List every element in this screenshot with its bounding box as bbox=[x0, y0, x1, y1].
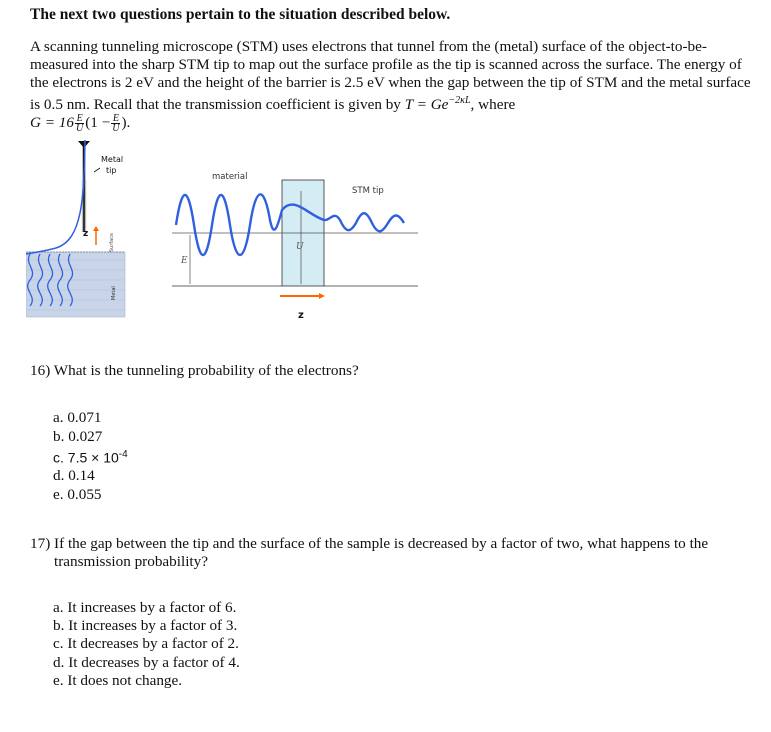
q16-option-c-base: c. 7.5 × 10 bbox=[53, 449, 119, 466]
section-heading: The next two questions pertain to the situation described below. bbox=[30, 6, 451, 23]
q16-option-e[interactable]: e. 0.055 bbox=[53, 485, 102, 503]
intro-text: A scanning tunneling microscope (STM) uses electrons that tunnel from the (metal) surface of the object-to-be-measured into the sharp STM tip to map out the surface profile as the tip is scanned across the surface. The energy of the electrons is 2 eV and the height of the barrier is 2.5 eV when the gap between the tip of STM and the metal surface is 0.5 nm. Recall that the transmission coefficient is given by bbox=[30, 38, 751, 114]
material-label: material bbox=[212, 172, 248, 182]
stm-tip-figure bbox=[26, 140, 130, 320]
z-arrowhead-right bbox=[319, 293, 325, 299]
z-label-right: z bbox=[298, 310, 304, 321]
formula-g-mid: (1 − bbox=[85, 114, 111, 132]
q16-option-a[interactable]: a. 0.071 bbox=[53, 409, 102, 426]
decay-curve bbox=[26, 140, 85, 254]
q16-option-c[interactable] bbox=[53, 446, 128, 467]
tip-pointer bbox=[94, 168, 100, 172]
z-arrowhead bbox=[93, 226, 99, 231]
z-label-left: z bbox=[83, 229, 89, 239]
tunneling-diagram bbox=[168, 165, 420, 325]
intro-where: , where bbox=[470, 96, 516, 114]
metal-region bbox=[26, 252, 125, 317]
e-label: E bbox=[181, 256, 188, 266]
formula-g-end: ). bbox=[121, 114, 131, 132]
tip-label-tip: tip bbox=[106, 166, 117, 175]
q17-option-b[interactable]: b. It increases by a factor of 3. bbox=[53, 617, 238, 635]
q17-option-e[interactable]: e. It does not change. bbox=[53, 671, 183, 689]
fraction-e-over-u: $\frac{E}{U}$ bbox=[76, 113, 84, 135]
q16-option-d[interactable]: d. 0.14 bbox=[53, 467, 95, 485]
fraction-e-over-u-2: $\frac{E}{U}$ bbox=[112, 113, 120, 135]
formula-g-prefix: G = 16 bbox=[30, 114, 74, 132]
q16-option-c-exponent: -4 bbox=[118, 449, 128, 460]
question-17: 17) If the gap between the tip and the surface of the sample is decreased by a factor of two, what happens to the transmission probability? bbox=[30, 535, 709, 570]
q17-option-d[interactable]: d. It decreases by a factor of 4. bbox=[53, 653, 240, 671]
formula-t: T = Ge bbox=[404, 96, 449, 114]
q17-option-a[interactable]: a. It increases by a factor of 6. bbox=[53, 599, 237, 616]
q16-option-b[interactable]: b. 0.027 bbox=[53, 427, 103, 445]
formula-t-exponent: −2κL bbox=[448, 95, 471, 106]
intro-paragraph bbox=[30, 38, 752, 133]
question-17-options bbox=[53, 599, 240, 690]
u-label: U bbox=[296, 242, 304, 252]
surface-label: Surface bbox=[109, 232, 115, 252]
stm-tip-label: STM tip bbox=[352, 186, 384, 196]
q17-option-c[interactable]: c. It decreases by a factor of 2. bbox=[53, 635, 239, 653]
metal-label: Metal bbox=[111, 286, 117, 300]
tip-label-metal: Metal bbox=[101, 155, 124, 164]
question-16-options bbox=[53, 409, 128, 504]
question-16: 16) What is the tunneling probability of the electrons? bbox=[30, 362, 359, 379]
